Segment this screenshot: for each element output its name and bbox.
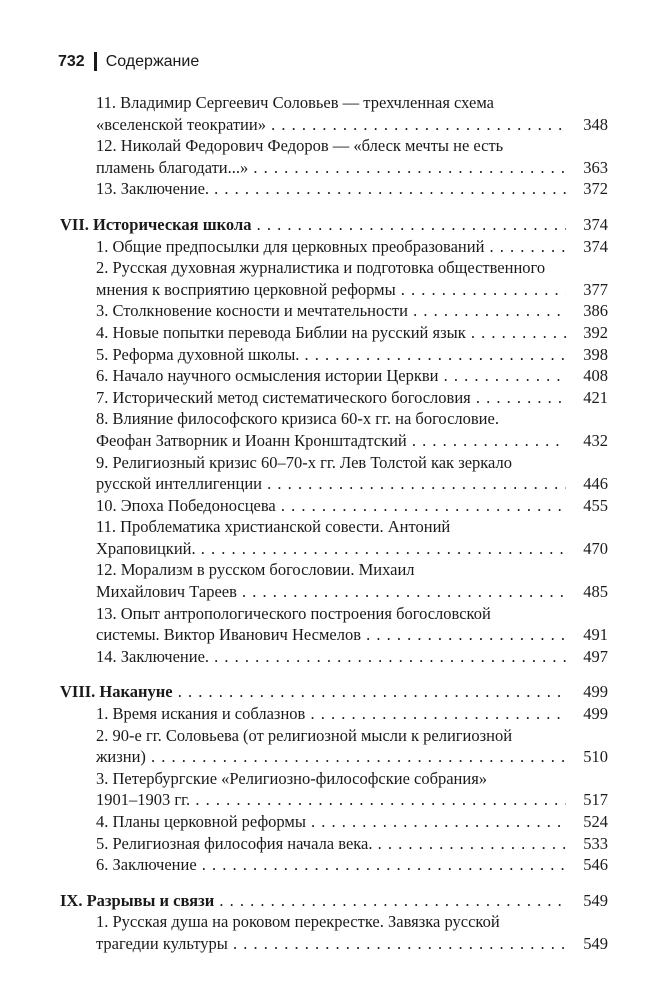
running-head xyxy=(58,52,199,71)
toc-entry-text: 5. Религиозная философия начала века. xyxy=(96,833,373,853)
toc-entry[interactable] xyxy=(60,768,608,811)
toc-entry[interactable] xyxy=(60,300,608,322)
toc-page-number: 485 xyxy=(583,582,608,602)
toc-entry-text: 4. Планы церковной реформы xyxy=(96,812,306,831)
toc-entry-text: Феофан Затворник и Иоанн Кронштадтский xyxy=(96,430,407,450)
toc-entry-text: 3. Столкновение косности и мечтательности xyxy=(96,301,408,321)
toc-page-number: 446 xyxy=(583,474,608,494)
toc-entry-text: 2. 90-е гг. Соловьева (от религиозной мысли к религиозной xyxy=(96,725,513,745)
toc-entry-text: 6. Начало научного осмысления истории Церкви xyxy=(96,366,439,386)
toc-entry-text: 13. Опыт антропологического построения богословской xyxy=(96,603,491,623)
toc-page-number: 517 xyxy=(583,790,608,810)
toc-entry[interactable] xyxy=(60,322,608,344)
toc-entry-text: 9. Религиозный кризис 60–70-х гг. Лев Толстой как зеркало xyxy=(96,452,513,472)
toc-entry-text: Храповицкий. xyxy=(96,538,196,558)
toc-page-number: 348 xyxy=(583,114,608,134)
toc-page-number: 491 xyxy=(583,625,608,645)
toc-entry-text: системы. Виктор Иванович Несмелов xyxy=(96,625,361,645)
toc-entry-text: 2. Русская духовная журналистика и подготовка общественного xyxy=(96,258,546,278)
toc-page-number: 549 xyxy=(583,933,608,953)
toc-entry[interactable] xyxy=(60,178,608,200)
toc-entry[interactable] xyxy=(60,559,608,602)
toc-chapter-entry[interactable] xyxy=(60,681,608,703)
toc-page-number: 374 xyxy=(583,214,608,234)
toc-entry[interactable] xyxy=(60,703,608,725)
toc-entry[interactable] xyxy=(60,387,608,409)
toc-entry-text: 11. Владимир Сергеевич Соловьев — трехчленная схема xyxy=(96,93,494,112)
toc-entry[interactable] xyxy=(60,408,608,451)
toc-page-number: 455 xyxy=(583,495,608,515)
header-separator xyxy=(94,52,97,71)
toc-page-number: 386 xyxy=(583,301,608,321)
toc-entry-text: IX. Разрывы и связи xyxy=(60,890,215,910)
toc-entry-text: 10. Эпоха Победоносцева xyxy=(96,495,276,515)
toc-page-number: 499 xyxy=(583,682,608,702)
toc-page-number: 372 xyxy=(583,179,608,199)
toc-entry-text: «вселенской теократии» xyxy=(96,114,266,134)
toc-entry-text: 1. Общие предпосылки для церковных преобразований xyxy=(96,236,485,256)
toc-entry[interactable] xyxy=(60,452,608,495)
toc-entry-text: 1. Время искания и соблазнов xyxy=(96,704,306,724)
toc-entry[interactable] xyxy=(60,833,608,855)
toc-entry[interactable] xyxy=(60,135,608,178)
section-gap xyxy=(60,200,608,214)
toc-page-number: 363 xyxy=(583,157,608,177)
toc-entry-text: трагедии культуры xyxy=(96,933,228,953)
toc-page-number: 432 xyxy=(583,430,608,450)
toc-entry-text: 8. Влияние философского кризиса 60-х гг. на богословие. xyxy=(96,409,499,429)
toc-entry-text: Михайлович Тареев xyxy=(96,582,237,602)
toc-entry[interactable] xyxy=(60,495,608,517)
toc-entry-text: 1. Русская душа на роковом перекрестке. Завязка русской xyxy=(96,912,500,932)
toc-entry[interactable] xyxy=(60,811,608,833)
toc-entry-text: 5. Реформа духовной школы. xyxy=(96,344,300,364)
toc-entry-text: 12. Морализм в русском богословии. Михаил xyxy=(96,560,415,580)
toc-entry-text: VII. Историческая школа xyxy=(60,214,252,234)
toc-page-number: 408 xyxy=(583,366,608,386)
toc-entry-text: пламень благодати...» xyxy=(96,157,249,177)
toc-page-number: 421 xyxy=(583,387,608,407)
toc-entry[interactable] xyxy=(60,236,608,258)
toc-page-number: 398 xyxy=(583,344,608,364)
toc-page-number: 470 xyxy=(583,538,608,558)
toc-entry-text: 4. Новые попытки перевода Библии на русский язык xyxy=(96,322,466,342)
toc-page-number: 497 xyxy=(583,646,608,666)
toc-page-number: 524 xyxy=(583,812,608,831)
toc-chapter-entry[interactable] xyxy=(60,214,608,236)
toc-entry[interactable] xyxy=(60,516,608,559)
toc-entry-text: 3. Петербургские «Религиозно-философские собрания» xyxy=(96,768,488,788)
toc-page-number: 377 xyxy=(583,279,608,299)
toc-entry[interactable] xyxy=(60,725,608,768)
toc-page-number: 374 xyxy=(583,236,608,256)
toc-entry-text: 14. Заключение. xyxy=(96,646,210,666)
toc-page-number: 533 xyxy=(583,833,608,853)
toc-entry-text: русской интеллигенции xyxy=(96,474,262,494)
toc-entry-text: 12. Николай Федорович Федоров — «блеск мечты не есть xyxy=(96,136,504,156)
toc-page-number: 392 xyxy=(583,322,608,342)
toc-entry[interactable] xyxy=(60,854,608,876)
toc-entry[interactable] xyxy=(60,911,608,954)
toc-entry-text: 7. Исторический метод систематического богословия xyxy=(96,387,471,407)
toc-page-number: 510 xyxy=(583,747,608,767)
toc-entry-text: 1901–1903 гг. xyxy=(96,790,191,810)
toc-entry-text: 11. Проблематика христианской совести. Антоний xyxy=(96,517,451,537)
toc-entry[interactable] xyxy=(60,344,608,366)
toc-entry[interactable] xyxy=(60,646,608,668)
toc-entry-text: 6. Заключение xyxy=(96,855,197,875)
toc-entry[interactable] xyxy=(60,257,608,300)
toc-entry-text: жизни) xyxy=(96,747,146,767)
toc-entry-text: VIII. Накануне xyxy=(60,682,173,702)
table-of-contents xyxy=(60,92,608,955)
toc-page-number: 546 xyxy=(583,855,608,875)
toc-chapter-entry[interactable] xyxy=(60,890,608,912)
toc-entry[interactable] xyxy=(60,603,608,646)
section-gap xyxy=(60,667,608,681)
toc-entry-text: 13. Заключение. xyxy=(96,179,210,199)
page-number: 732 xyxy=(58,52,85,70)
running-head-title: Содержание xyxy=(105,52,200,70)
toc-entry-text: мнения к восприятию церковной реформы xyxy=(96,279,396,299)
toc-entry[interactable] xyxy=(60,92,608,135)
toc-entry[interactable] xyxy=(60,365,608,387)
toc-page-number: 549 xyxy=(583,890,608,910)
section-gap xyxy=(60,876,608,890)
toc-page-number: 499 xyxy=(583,704,608,724)
